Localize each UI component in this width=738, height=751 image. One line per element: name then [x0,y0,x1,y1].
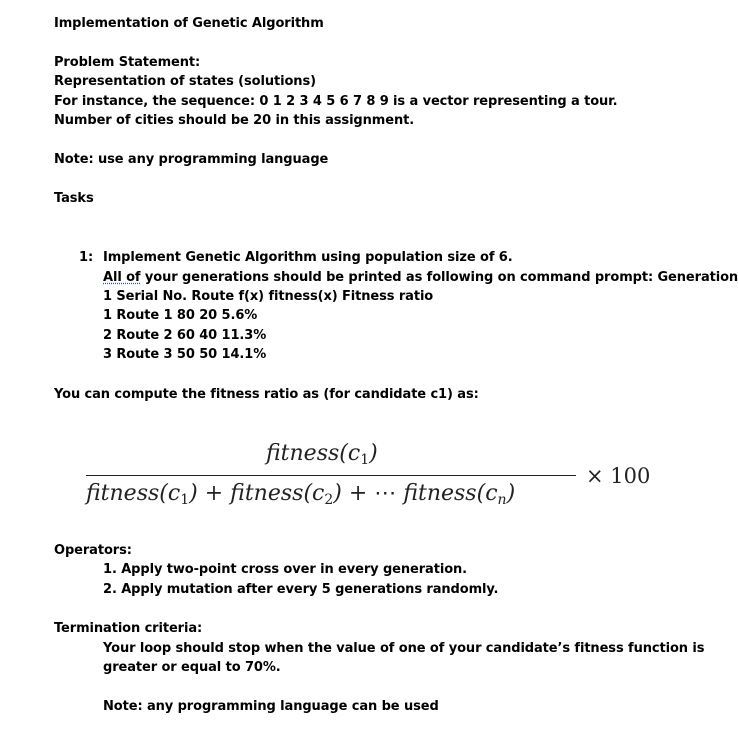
task-1-line-2 [103,270,738,286]
operators-heading: Operators: [54,543,132,558]
task-1-number: 1: [79,250,94,265]
task-1-row-2: 2 Route 2 60 40 11.3% [103,328,267,343]
formula-fraction-line [86,475,576,476]
document-title: Implementation of Genetic Algorithm [54,16,324,31]
operator-item-1: 1. Apply two-point cross over in every generation. [103,562,468,577]
termination-line-2: greater or equal to 70%. [103,660,281,675]
termination-heading: Termination criteria: [54,621,203,636]
task-1-line-2-rest: your generations should be printed as following on command prompt: Generation [140,270,738,285]
task-1-line-2-prefix: All of [103,270,141,285]
problem-line-1: Representation of states (solutions) [54,74,316,89]
task-1-row-1: 1 Route 1 80 20 5.6% [103,308,258,323]
operator-item-2: 2. Apply mutation after every 5 generations randomly. [103,582,499,597]
note-language: Note: use any programming language [54,152,329,167]
fitness-intro: You can compute the fitness ratio as (for candidate c1) as: [54,387,479,402]
formula-numerator: $fitness(c_1)$ [266,441,378,468]
problem-heading: Problem Statement: [54,55,201,70]
formula-multiplier: × 100 [586,464,651,488]
task-1-row-3: 3 Route 3 50 50 14.1% [103,347,267,362]
note-any-language: Note: any programming language can be used [103,699,439,714]
task-1-line-1: Implement Genetic Algorithm using population size of 6. [103,250,513,265]
problem-line-2: For instance, the sequence: 0 1 2 3 4 5 6 7 8 9 is a vector representing a tour. [54,94,618,109]
formula-denominator: $fitness(c_1)$ + $fitness(c_2)$ + ⋯ $fitness(c_n)$ [86,481,516,508]
termination-line-1: Your loop should stop when the value of one of your candidate’s fitness function is [103,641,705,656]
tasks-heading: Tasks [54,191,94,206]
problem-line-3: Number of cities should be 20 in this assignment. [54,113,415,128]
task-1-line-3: 1 Serial No. Route f(x) fitness(x) Fitness ratio [103,289,434,304]
